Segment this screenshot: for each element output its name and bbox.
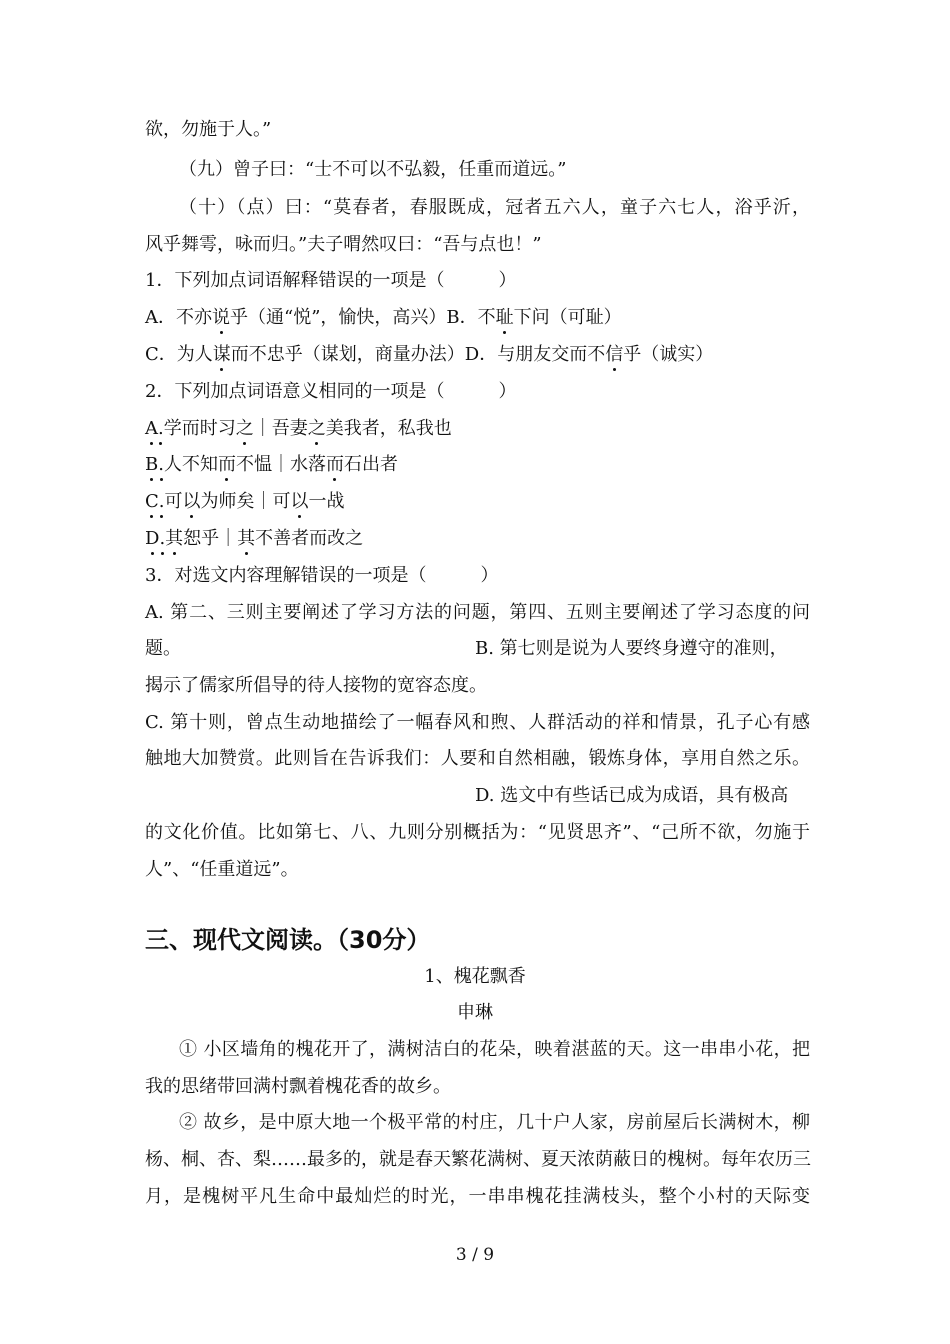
dotted-char: 其 (165, 526, 183, 552)
dotted-char: 其 (237, 526, 255, 552)
article-title: 1、槐花飘香 (424, 966, 526, 987)
dotted-char: 以 (291, 489, 309, 515)
dotted-char: 以 (183, 489, 201, 515)
paragraph-1: ① 小区墙角的槐花开了，满树洁白的花朵，映着湛蓝的天。这一串串小花，把 (179, 1039, 810, 1060)
section-heading: 三、现代文阅读。（30分） (145, 926, 431, 954)
text-line: （九）曾子曰：“士不可以不弘毅，任重而道远。” (179, 159, 567, 180)
question-3-option-b: B. 第七则是说为人要终身遵守的准则， (475, 638, 788, 659)
paragraph-2: ② 故乡，是中原大地一个极平常的村庄，几十户人家，房前屋后长满树木，柳 (179, 1112, 810, 1133)
dotted-char: 而 (326, 452, 344, 478)
text-line: 风乎舞雩，咏而归。”夫子喟然叹曰：“吾与点也！” (145, 234, 542, 255)
question-3-option-c-cont: 触地大加赞赏。此则旨在告诉我们：人要和自然相融，锻炼身体，享用自然之乐。 (145, 748, 810, 769)
question-3-option-d: D. 选文中有些话已成为成语，具有极高 (475, 785, 789, 806)
text-line: 欲，勿施于人。” (145, 119, 272, 140)
question-2-option-a: A.学而时习之｜吾妻之美我者，私我也 (145, 416, 810, 442)
article-author: 申琳 (457, 1002, 493, 1023)
page-number: 3 / 9 (455, 1245, 495, 1265)
question-3-option-a: A. 第二、三则主要阐述了学习方法的问题，第四、五则主要阐述了学习态度的问 (145, 602, 810, 623)
question-3-stem: 3．对选文内容理解错误的一项是（ ） (145, 565, 499, 586)
dotted-char: 说 (212, 305, 230, 331)
question-2-option-c: C.可以为师矣｜可以一战 (145, 489, 810, 515)
paragraph-2-cont2: 月，是槐树平凡生命中最灿烂的时光，一串串槐花挂满枝头，整个小村的天际变 (145, 1186, 810, 1207)
question-3-option-a-cont: 题。 (145, 638, 181, 659)
question-3-option-b-cont: 揭示了儒家所倡导的待人接物的宽容态度。 (145, 675, 487, 696)
text-line: （十）（点）曰：“莫春者，春服既成，冠者五六人，童子六七人，浴乎沂， (179, 197, 810, 218)
dotted-char: 之 (308, 416, 326, 442)
question-2-option-d: D.其恕乎｜其不善者而改之 (145, 526, 810, 552)
dotted-char: 而 (218, 452, 236, 478)
question-1-stem: 1．下列加点词语解释错误的一项是（ ） (145, 270, 517, 291)
question-1-options-cd: C．为人谋而不忠乎（谋划，商量办法）D．与朋友交而不信乎（诚实） (145, 342, 810, 368)
dotted-char: 信 (605, 342, 623, 368)
question-3-option-c: C. 第十则，曾点生动地描绘了一幅春风和煦、人群活动的祥和情景，孔子心有感 (145, 712, 810, 733)
dotted-char: 之 (236, 416, 254, 442)
question-2-option-b: B.人不知而不愠｜水落而石出者 (145, 452, 810, 478)
paragraph-1-cont: 我的思绪带回满村飘着槐花香的故乡。 (145, 1076, 451, 1097)
dotted-char: 谋 (213, 342, 231, 368)
question-1-options-ab: A．不亦说乎（通“悦”，愉快，高兴）B．不耻下问（可耻） (145, 305, 810, 331)
question-2-stem: 2．下列加点词语意义相同的一项是（ ） (145, 381, 517, 402)
question-3-option-d-cont: 的文化价值。比如第七、八、九则分别概括为：“见贤思齐”、“己所不欲，勿施于 (145, 822, 810, 843)
paragraph-2-cont: 杨、桐、杏、梨……最多的，就是春天繁花满树、夏天浓荫蔽日的槐树。每年农历三 (145, 1149, 811, 1170)
dotted-char: 耻 (496, 305, 514, 331)
question-3-option-d-cont2: 人”、“任重道远”。 (145, 859, 299, 880)
